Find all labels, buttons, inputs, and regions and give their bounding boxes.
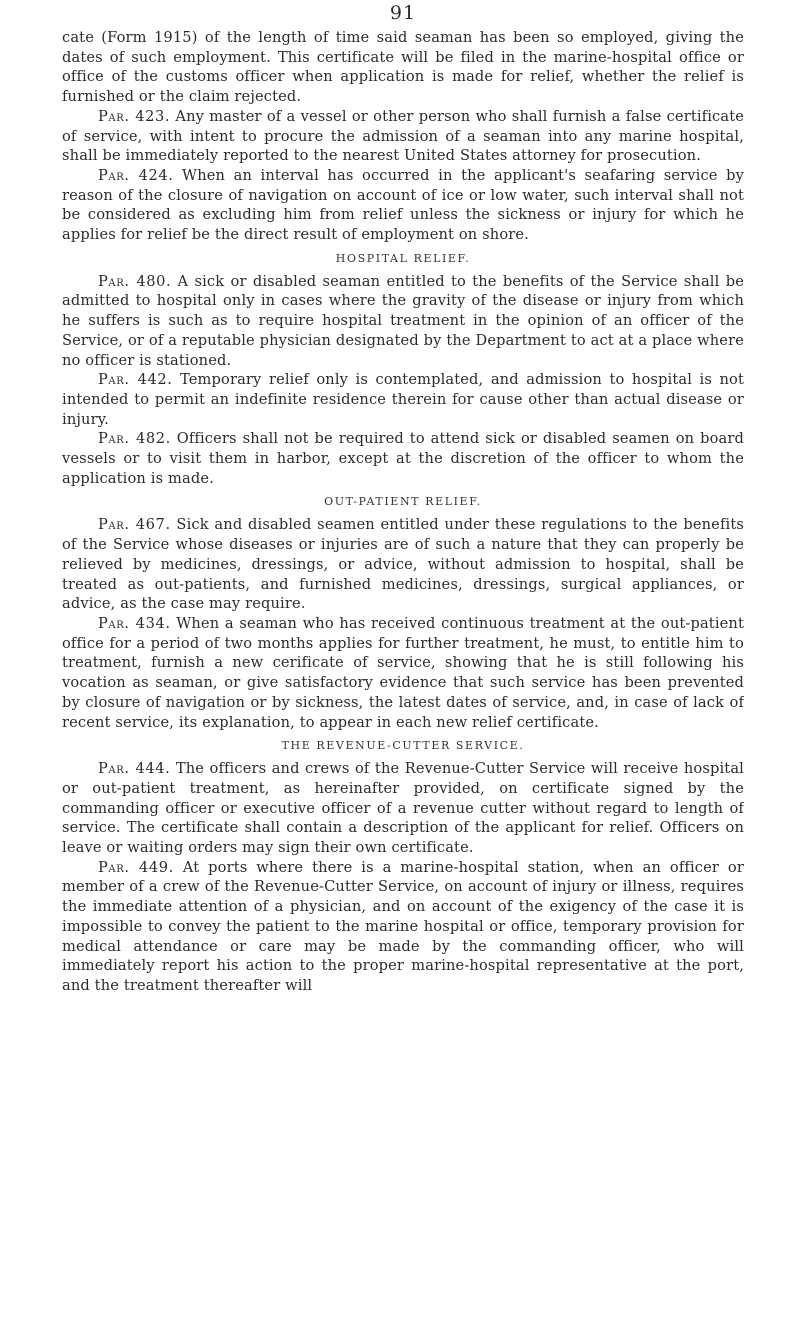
paragraph-text: The officers and crews of the Revenue-Cutter Service will receive hospital or out-patient treatment, as hereinafter provided, on certificate signed by the commanding officer or executive officer of a revenue cutter without regard to length of service. The certificate shall contain a description of the applicant for relief. Officers on leave or waiting orders may sign their own certificate.	[62, 760, 744, 857]
section-hospital-relief	[62, 250, 744, 489]
paragraph-label: Par. 424.	[98, 166, 174, 184]
paragraph-text: Sick and disabled seamen entitled under these regulations to the benefits of the Service whose diseases or injuries are of such a nature that they can properly be relieved by medicines, dressings, or advice, without admission to hospital, shall be treated as out-patients, and furnished medicines, dressings, surgical appliances, or advice, as the case may require.	[62, 516, 744, 613]
paragraph-text: When an interval has occurred in the applicant's seafaring service by reason of the closure of navigation on account of ice or low water, such interval shall not be considered as excluding him from relief unless the sickness or injury for which he applies for relief be the direct result of employment on shore.	[62, 166, 744, 244]
paragraph-text: Any master of a vessel or other person who shall furnish a false certificate of service, with intent to procure the admission of a seaman into any marine hospital, shall be immediately reported to the nearest United States attorney for prosecution.	[62, 107, 744, 165]
paragraph-text: cate (Form 1915) of the length of time said seaman has been so employed, giving the dates of such employment. This certificate will be filed in the marine-hospital office or office of the customs officer when application is made for relief, whether the relief is furnished or the claim rejected.	[62, 29, 744, 106]
paragraph-par-424	[62, 166, 744, 245]
page-number: 91	[389, 2, 417, 24]
paragraph-text: Officers shall not be required to attend sick or disabled seamen on board vessels or to visit them in harbor, except at the discretion of the officer to whom the application is made.	[62, 430, 744, 487]
paragraph-text: Temporary relief only is contemplated, and admission to hospital is not intended to permit an indefinite residence therein for cause other than actual disease or injury.	[62, 371, 744, 428]
section-heading: OUT-PATIENT RELIEF.	[324, 495, 482, 509]
paragraph-label: Par. 467.	[98, 516, 171, 534]
paragraph-par-442	[62, 370, 744, 429]
paragraph-par-434	[62, 614, 744, 732]
section-heading: HOSPITAL RELIEF.	[335, 251, 471, 265]
paragraph-label: Par. 444.	[98, 760, 171, 778]
paragraph-label: Par. 423.	[98, 107, 171, 125]
paragraph-par-467	[62, 515, 744, 614]
document-page	[62, 0, 744, 1343]
paragraph-label: Par. 449.	[98, 858, 174, 876]
paragraph-par-482	[62, 429, 744, 488]
paragraph-text: At ports where there is a marine-hospital station, when an officer or member of a crew of the Revenue-Cutter Service, on account of injury or illness, requires the immediate attention of a physician, and on account of the exigency of the case it is impossible to convey the patient to the marine hospital or office, temporary provision for medical attendance or care may be made by the commanding officer, who will immediately report his action to the proper marine-hospital representative at the port, and the treatment thereafter will	[62, 858, 744, 994]
paragraph-par-444	[62, 759, 744, 858]
section-heading: THE REVENUE-CUTTER SERVICE.	[281, 739, 525, 753]
paragraph-label: Par. 442.	[98, 371, 173, 389]
paragraph-par-480	[62, 272, 744, 371]
paragraph-text: A sick or disabled seaman entitled to the benefits of the Service shall be admitted to hospital only in cases where the gravity of the disease or injury from which he suffers is such as to require hospital treatment in the opinion of an officer of the Service, or of a reputable physician designated by the Department to act at a place where no officer is stationed.	[62, 272, 744, 369]
paragraph-certificate-continued	[62, 28, 744, 107]
section-out-patient-relief	[62, 493, 744, 732]
section-revenue-cutter-service	[62, 737, 744, 995]
paragraph-par-423	[62, 107, 744, 166]
paragraph-label: Par. 480.	[98, 272, 172, 290]
section-eligibility-continued	[62, 28, 744, 245]
paragraph-label: Par. 434.	[98, 614, 171, 632]
paragraph-label: Par. 482.	[98, 430, 171, 448]
paragraph-par-449	[62, 858, 744, 996]
paragraph-text: When a seaman who has received continuous treatment at the out-patient office for a period of two months applies for further treatment, he must, to entitle him to treatment, furnish a new cerificate of service, showing that he is still following his vocation as seaman, or give satisfactory evidence that such service has been prevented by closure of navigation or by sickness, the latest dates of service, and, in case of lack of recent service, its explanation, to appear in each new relief certificate.	[62, 614, 744, 731]
